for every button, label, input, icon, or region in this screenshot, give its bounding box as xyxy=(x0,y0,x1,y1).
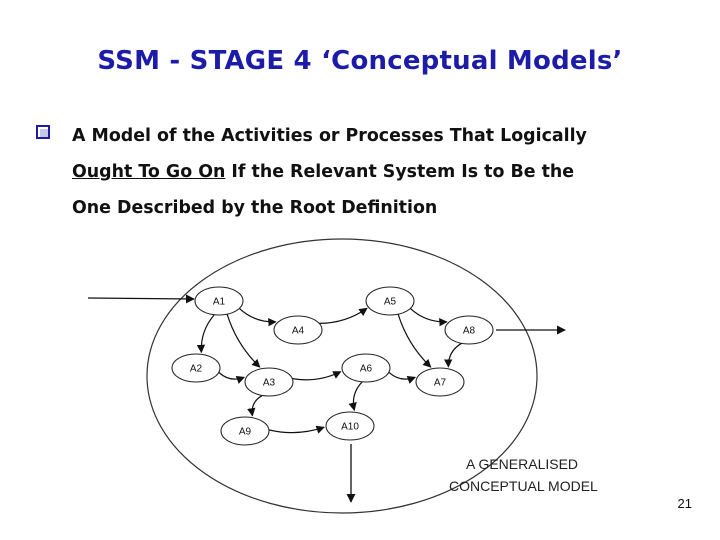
activity-node-label: A10 xyxy=(341,421,359,433)
diagram-caption-line-1: A GENERALISED xyxy=(466,456,579,472)
underlined-phrase: Ought To Go On xyxy=(72,162,226,182)
edge-a1-to-a4 xyxy=(239,308,275,321)
bullet-line-1: A Model of the Activities or Processes That Logically xyxy=(72,126,587,146)
activity-node-a5 xyxy=(366,287,414,315)
edge-a8-to-a7 xyxy=(448,343,461,367)
activity-node-a10 xyxy=(326,412,374,440)
diagram-caption-line-2: CONCEPTUAL MODEL xyxy=(449,478,598,494)
edge-a4-to-a5 xyxy=(319,308,367,323)
edge-a3-to-a6 xyxy=(292,372,340,380)
edge-a5-to-a8 xyxy=(410,308,446,321)
edge-a6-to-a7 xyxy=(389,372,415,379)
activity-node-label: A6 xyxy=(359,363,373,375)
activity-node-a7 xyxy=(416,368,464,396)
input-arrow xyxy=(88,298,194,299)
activity-node-label: A9 xyxy=(238,426,252,438)
activity-node-a2 xyxy=(172,354,220,382)
activity-node-label: A8 xyxy=(462,325,476,337)
activity-node-label: A3 xyxy=(262,377,276,389)
activity-node-label: A1 xyxy=(212,296,226,308)
bullet-line-3: One Described by the Root Definition xyxy=(72,198,438,218)
activity-node-label: A4 xyxy=(291,325,305,337)
slide-title: SSM - STAGE 4 ‘Conceptual Models’ xyxy=(97,46,623,76)
activity-node-a6 xyxy=(342,354,390,382)
activity-node-a9 xyxy=(221,417,269,445)
edge-a1-to-a2 xyxy=(201,315,214,353)
activity-node-a3 xyxy=(245,368,293,396)
edge-a3-to-a9 xyxy=(252,395,262,415)
edge-a6-to-a10 xyxy=(353,382,362,410)
activity-node-label: A7 xyxy=(433,377,447,389)
activity-node-a4 xyxy=(274,316,322,344)
page-number: 21 xyxy=(677,496,692,511)
activity-node-label: A5 xyxy=(383,296,397,308)
edge-a2-to-a3 xyxy=(219,372,244,379)
bullet-line-2-rest: If the Relevant System Is to Be the xyxy=(225,162,575,182)
edge-a5-to-a7 xyxy=(398,314,431,367)
activity-node-a1 xyxy=(195,287,243,315)
activity-node-a8 xyxy=(445,316,493,344)
edge-a9-to-a10 xyxy=(269,427,324,432)
activity-node-label: A2 xyxy=(189,363,203,375)
edge-a1-to-a3 xyxy=(227,314,260,367)
